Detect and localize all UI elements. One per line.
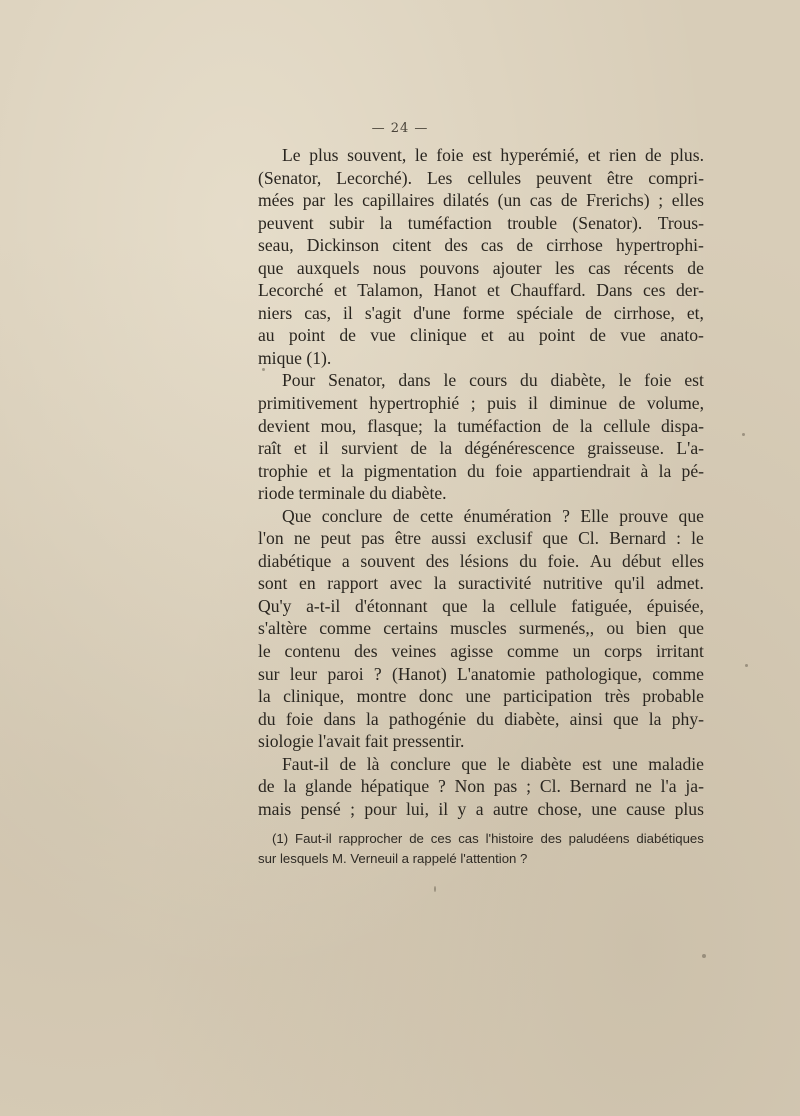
text-line: Faut-il de là conclure que le diabète est une maladie — [282, 753, 704, 774]
paper-speck — [262, 368, 265, 371]
main-text-block — [258, 144, 704, 820]
footnote-line: (1) Faut-il rapprocher de ces cas l'histoire des paludéens diabétiques — [272, 831, 704, 846]
paper-speck — [745, 664, 748, 667]
text-line: mique (1). — [258, 347, 332, 368]
text-line: Le plus souvent, le foie est hyperémié, et rien de plus. — [282, 145, 704, 165]
text-line: niers cas, il s'agit d'une forme spéciale de cirrhose, et, — [258, 302, 704, 323]
text-line: au point de vue clinique et au point de vue anato- — [258, 325, 704, 346]
text-line: trophie et la pigmentation du foie appartiendrait à la pé- — [258, 460, 704, 481]
text-line: primitivement hypertrophié ; puis il diminue de volume, — [258, 393, 704, 414]
text-line: (Senator, Lecorché). Les cellules peuvent être compri- — [258, 167, 704, 188]
text-line: riode terminale du diabète. — [258, 483, 447, 504]
paper-speck — [742, 433, 745, 436]
footnote-line: sur lesquels M. Verneuil a rappelé l'attention ? — [258, 851, 528, 866]
text-line: sont en rapport avec la suractivité nutritive qu'il admet. — [258, 573, 704, 594]
text-line: s'altère comme certains muscles surmenés,, ou bien que — [258, 618, 704, 639]
text-line: de la glande hépatique ? Non pas ; Cl. Bernard ne l'a ja- — [258, 776, 704, 797]
paper-speck — [434, 886, 436, 892]
text-line: raît et il survient de la dégénérescence graisseuse. L'a- — [258, 438, 704, 459]
text-line: Qu'y a-t-il d'étonnant que la cellule fatiguée, épuisée, — [258, 595, 704, 616]
text-line: devient mou, flasque; la tuméfaction de la cellule dispa- — [258, 415, 704, 436]
text-line: mées par les capillaires dilatés (un cas de Frerichs) ; elles — [258, 190, 704, 211]
text-line: Lecorché et Talamon, Hanot et Chauffard. Dans ces der- — [258, 280, 704, 301]
text-line: la clinique, montre donc une participation très probable — [258, 686, 704, 707]
paper-speck — [702, 954, 706, 958]
text-line: du foie dans la pathogénie du diabète, ainsi que la phy- — [258, 708, 704, 729]
text-line: Que conclure de cette énumération ? Elle prouve que — [282, 505, 704, 526]
text-line: diabétique a souvent des lésions du foie. Au début elles — [258, 550, 704, 571]
text-line: mais pensé ; pour lui, il y a autre chose, une cause plus — [258, 798, 704, 819]
text-line: le contenu des veines agisse comme un corps irritant — [258, 641, 704, 662]
text-line: que auxquels nous pouvons ajouter les cas récents de — [258, 257, 704, 278]
text-line: l'on ne peut pas être aussi exclusif que Cl. Bernard : le — [258, 528, 704, 549]
page-number: — 24 — — [371, 121, 429, 136]
text-line: sur leur paroi ? (Hanot) L'anatomie pathologique, comme — [258, 663, 704, 684]
text-line: peuvent subir la tuméfaction trouble (Senator). Trous- — [258, 212, 704, 233]
text-line: Pour Senator, dans le cours du diabète, le foie est — [282, 370, 704, 391]
text-line: siologie l'avait fait pressentir. — [258, 731, 465, 752]
text-line: seau, Dickinson citent des cas de cirrhose hypertrophi- — [258, 235, 704, 256]
footnote-block — [258, 829, 704, 869]
